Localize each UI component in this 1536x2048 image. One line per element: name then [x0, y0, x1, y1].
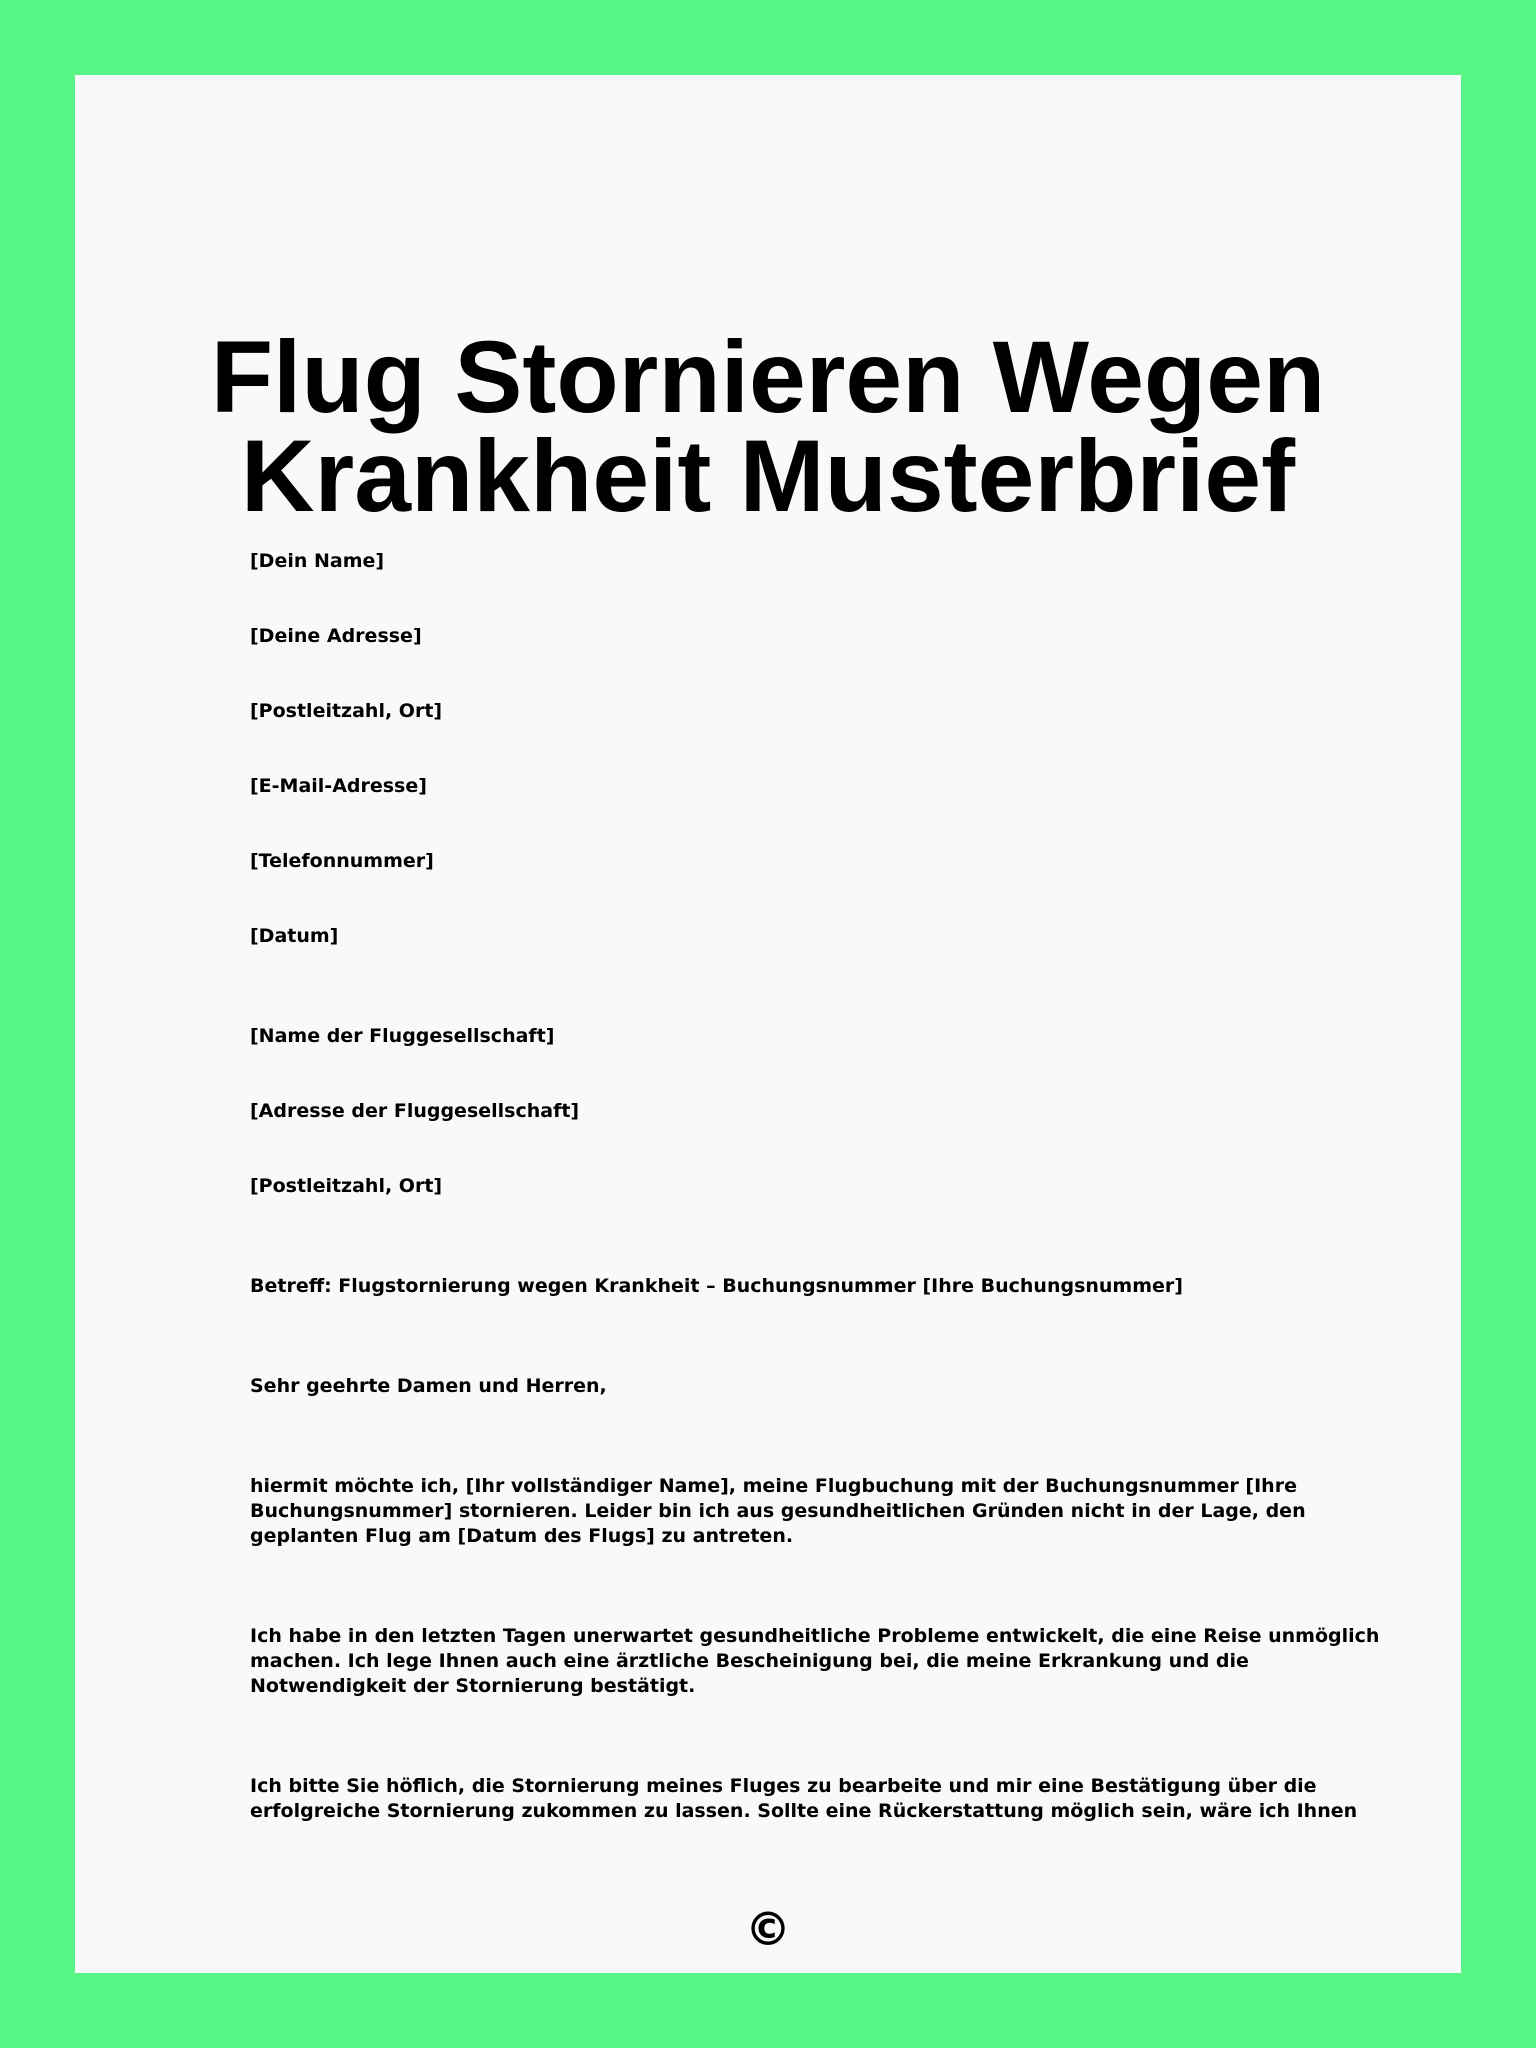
title-line-2: Krankheit Musterbrief: [240, 419, 1296, 533]
sender-email: [E-Mail-Adresse]: [250, 775, 427, 797]
paragraph-line: erfolgreiche Stornierung zukommen zu lassen. Sollte eine Rückerstattung möglich sein, wäre ich Ihnen: [250, 1800, 1358, 1822]
letter-subject: Betreff: Flugstornierung wegen Krankheit – Buchungsnummer [Ihre Buchungsnummer]: [250, 1275, 1183, 1297]
body-paragraph-2: [250, 1624, 1380, 1699]
letter-salutation: Sehr geehrte Damen und Herren,: [250, 1375, 607, 1397]
page-title: [75, 320, 1461, 533]
letter-date: [Datum]: [250, 925, 339, 947]
sender-address: [Deine Adresse]: [250, 625, 422, 647]
recipient-postal-city: [Postleitzahl, Ort]: [250, 1175, 443, 1197]
paragraph-line: Notwendigkeit der Stornierung bestätigt.: [250, 1675, 696, 1697]
body-paragraph-1: [250, 1474, 1330, 1549]
sender-phone: [Telefonnummer]: [250, 850, 434, 872]
paragraph-line: hiermit möchte ich, [Ihr vollständiger Name], meine Flugbuchung mit der Buchungsnummer [Ihre: [250, 1475, 1297, 1497]
copyright-icon: ©: [745, 1902, 791, 1956]
paragraph-line: Ich habe in den letzten Tagen unerwartet gesundheitliche Probleme entwickelt, die eine Reise unmöglich: [250, 1625, 1380, 1647]
paragraph-line: machen. Ich lege Ihnen auch eine ärztliche Bescheinigung bei, die meine Erkrankung und die: [250, 1650, 1249, 1672]
recipient-address: [Adresse der Fluggesellschaft]: [250, 1100, 580, 1122]
body-paragraph-3: [250, 1774, 1358, 1824]
paragraph-line: geplanten Flug am [Datum des Flugs] zu antreten.: [250, 1525, 794, 1547]
title-line-1: Flug Stornieren Wegen: [210, 320, 1326, 434]
paragraph-line: Ich bitte Sie höflich, die Stornierung meines Fluges zu bearbeite und mir eine Bestätigung über die: [250, 1775, 1317, 1797]
recipient-name: [Name der Fluggesellschaft]: [250, 1025, 555, 1047]
paragraph-line: Buchungsnummer] stornieren. Leider bin ich aus gesundheitlichen Gründen nicht in der Lage, den: [250, 1500, 1306, 1522]
sender-postal-city: [Postleitzahl, Ort]: [250, 700, 443, 722]
document-page: [75, 75, 1461, 1973]
sender-name: [Dein Name]: [250, 550, 385, 572]
